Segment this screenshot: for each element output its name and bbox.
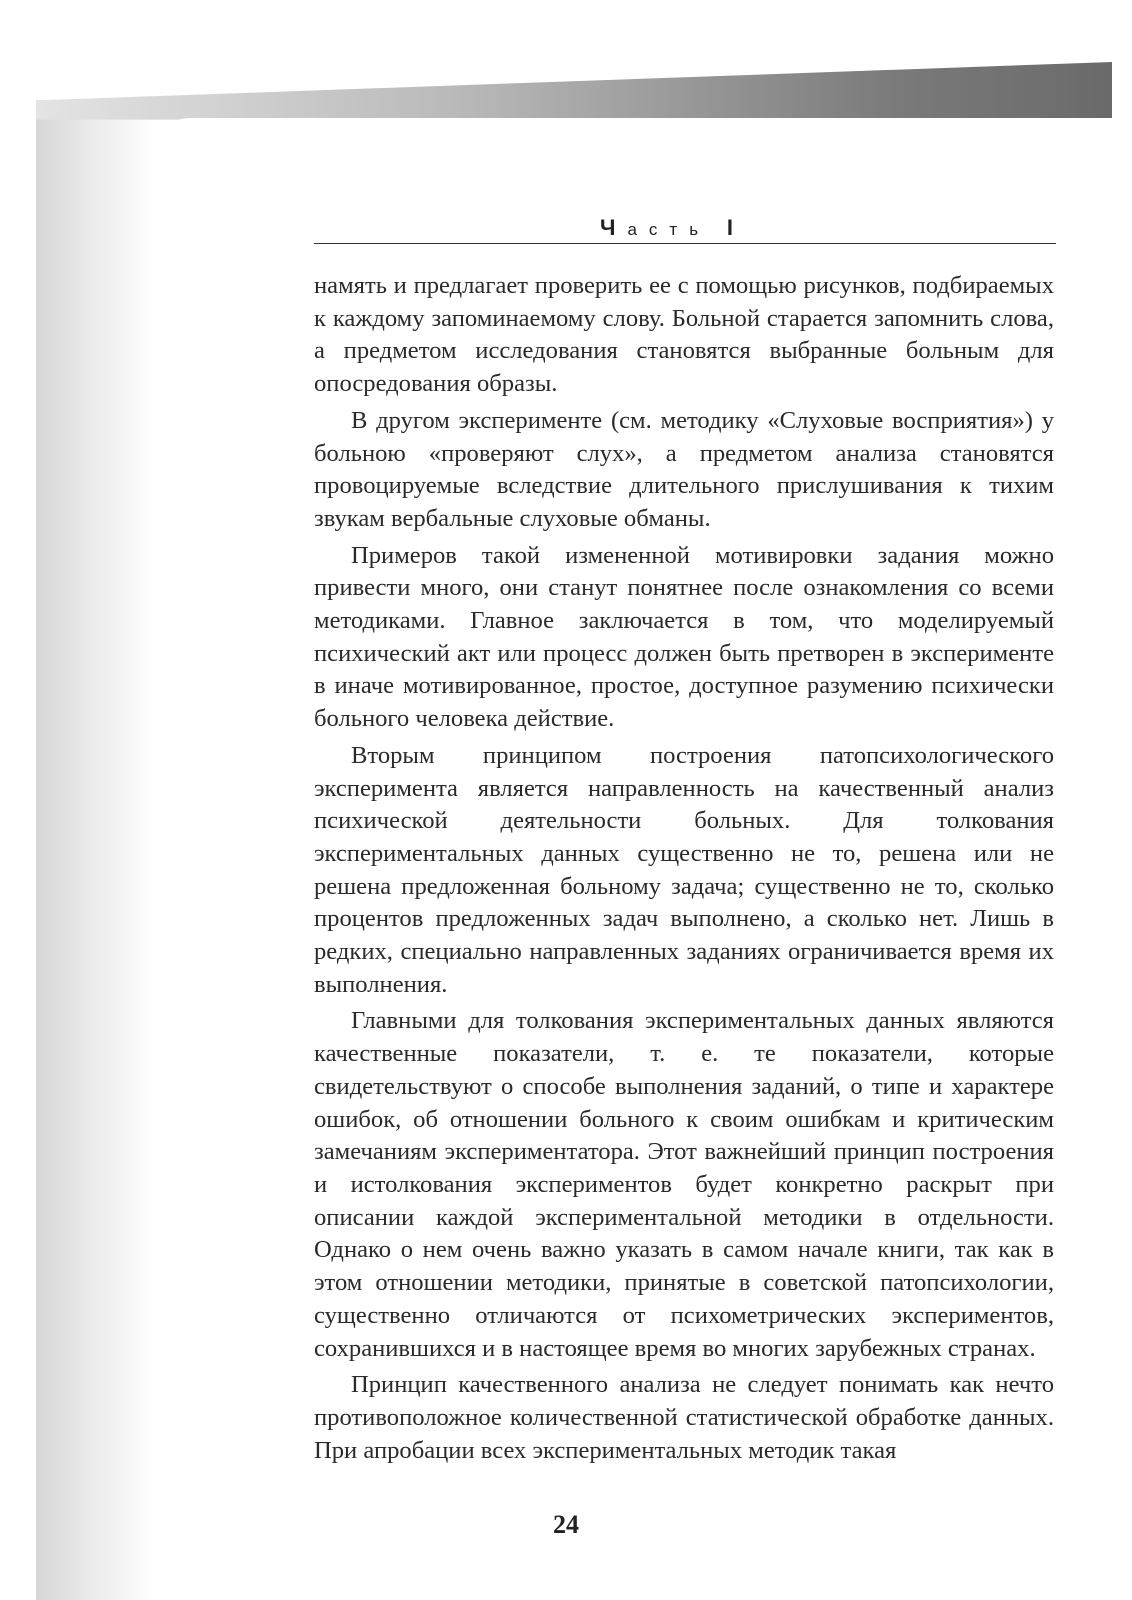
running-head xyxy=(314,215,1056,244)
running-head-text xyxy=(600,215,840,241)
running-head-word-cap: Ч xyxy=(600,215,628,240)
paragraph-3: Примеров такой измененной мотивировки задания можно привести много, они станут понятнее после ознакомления со всеми методиками. Главное заключается в том, что моделируемый психический акт или процесс должен быть претворен в эксперименте в иначе мотивированное, простое, доступное разумению психически больного человека действие. xyxy=(314,541,1054,733)
paragraph-5: Главными для толкования экспериментальных данных являются качественные показатели, т. е. те показатели, которые свидетельствуют о способе выполнения заданий, о типе и характере ошибок, об отношении больного к своим ошибкам и критическим замечаниям экспериментатора. Этот важнейший принцип построения и истолкования экспериментов будет конкретно раскрыт при описании каждой экспериментальной методики в отдельности. Однако о нем очень важно указать в самом начале книги, так как в этом отношении методики, принятые в советской патопсихологии, существенно отличаются от психометрических экспериментов, сохранившихся и в настоящее время во многих зарубежных странах. xyxy=(314,1007,1054,1362)
paragraph-1: намять и предлагает проверить ее с помощью рисунков, подбираемых к каждому запоминаемому слову. Больной старается запомнить слова, а предметом исследования становятся выбранные больным для опосредования образы. xyxy=(314,272,1054,398)
scan-shadow-left xyxy=(36,100,156,1600)
body-text xyxy=(314,270,1054,1467)
page-number: 24 xyxy=(553,1510,579,1539)
paragraph-6: Принцип качественного анализа не следует понимать как нечто противоположное количественной статистической обработке данных. При апробации всех экспериментальных методик такая xyxy=(314,1371,1054,1464)
paragraph-2: В другом эксперименте (см. методику «Слуховые восприятия») у больною «проверяют слух», а предметом анализа становятся провоцируемые вследствие длительного прислушивания к тихим звукам вербальные слуховые обманы. xyxy=(314,406,1054,532)
running-head-part-number: I xyxy=(726,215,745,240)
running-head-word-rest: асть xyxy=(627,220,711,239)
scan-shadow-top xyxy=(36,62,1112,122)
paragraph-4: Вторым принципом построения патопсихологического эксперимента является направленность на качественный анализ психической деятельности больных. Для толкования экспериментальных данных существенно не то, решена или не решена предложенная больному задача; существенно не то, сколько процентов предложенных задач выполнено, а сколько нет. Лишь в редких, специально направленных заданиях ограничивается время их выполнения. xyxy=(314,741,1054,998)
